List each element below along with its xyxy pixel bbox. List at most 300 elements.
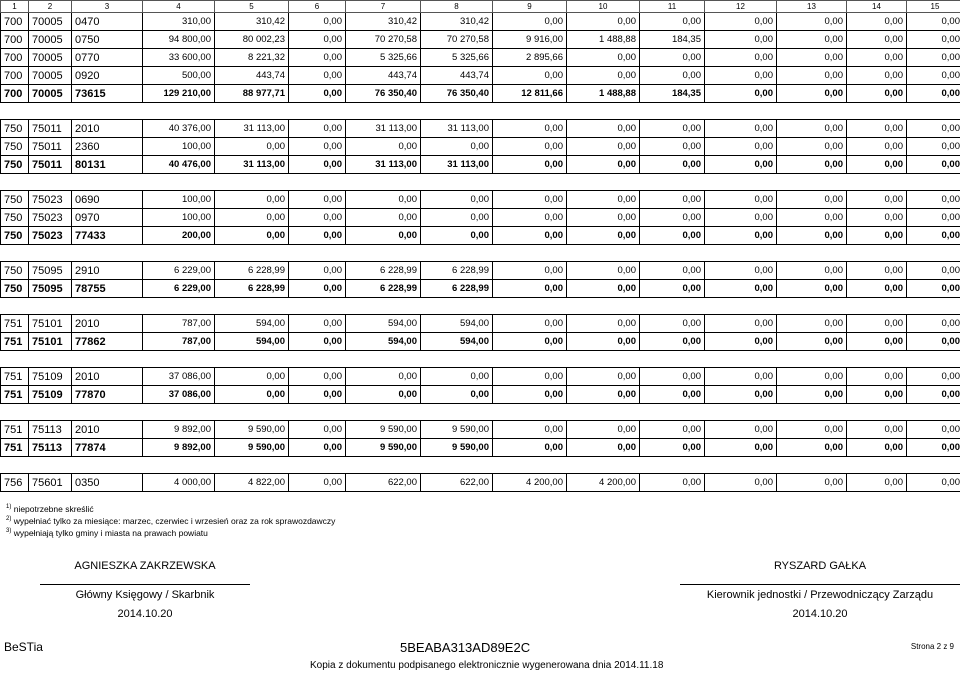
- signer-name: AGNIESZKA ZAKRZEWSKA: [74, 560, 216, 572]
- table-cell: 0,00: [493, 227, 567, 245]
- table-cell: 75023: [29, 209, 72, 227]
- table-cell: 0,00: [640, 262, 705, 280]
- table-cell: 0470: [72, 13, 143, 31]
- table-cell: 0,00: [567, 421, 640, 439]
- table-cell: 0,00: [493, 421, 567, 439]
- signature-date: 2014.10.20: [117, 608, 173, 620]
- table-cell: 100,00: [143, 191, 215, 209]
- table-cell: 0,00: [289, 13, 346, 31]
- table-cell: 0,00: [847, 439, 907, 457]
- table-cell: 6 228,99: [346, 280, 421, 298]
- column-number-cell: 13: [777, 1, 847, 13]
- group-separator-row: [1, 404, 960, 421]
- table-cell: 0,00: [907, 85, 960, 103]
- table-cell: 4 822,00: [215, 474, 289, 492]
- table-cell: 0,00: [705, 368, 777, 386]
- table-cell: 0,00: [907, 67, 960, 85]
- table-cell: 0,00: [567, 333, 640, 351]
- table-cell: 0,00: [289, 49, 346, 67]
- table-cell: 0,00: [567, 191, 640, 209]
- table-cell: 750: [1, 138, 29, 156]
- table-cell: 0,00: [777, 209, 847, 227]
- signature-date: 2014.10.20: [792, 608, 848, 620]
- table-cell: 0,00: [215, 191, 289, 209]
- table-cell: 0,00: [907, 421, 960, 439]
- table-cell: 0,00: [705, 67, 777, 85]
- table-cell: 0,00: [847, 138, 907, 156]
- table-cell: 622,00: [421, 474, 493, 492]
- table-cell: 0,00: [567, 439, 640, 457]
- table-cell: 75095: [29, 280, 72, 298]
- table-cell: 31 113,00: [421, 120, 493, 138]
- table-cell: 6 228,99: [421, 280, 493, 298]
- table-cell: 0,00: [640, 49, 705, 67]
- table-cell: 129 210,00: [143, 85, 215, 103]
- table-cell: 700: [1, 13, 29, 31]
- table-cell: 12 811,66: [493, 85, 567, 103]
- table-cell: 184,35: [640, 85, 705, 103]
- column-number-cell: 10: [567, 1, 640, 13]
- table-cell: 0,00: [567, 49, 640, 67]
- table-cell: 310,42: [346, 13, 421, 31]
- table-cell: 2010: [72, 120, 143, 138]
- table-cell: 0,00: [907, 315, 960, 333]
- table-cell: 0,00: [421, 209, 493, 227]
- table-cell: 443,74: [215, 67, 289, 85]
- table-cell: 0,00: [567, 209, 640, 227]
- table-cell: 70005: [29, 49, 72, 67]
- table-cell: 750: [1, 120, 29, 138]
- table-cell: 750: [1, 227, 29, 245]
- table-cell: 4 000,00: [143, 474, 215, 492]
- table-cell: 75011: [29, 156, 72, 174]
- table-cell: 78755: [72, 280, 143, 298]
- table-cell: 9 590,00: [215, 421, 289, 439]
- table-row: [1, 209, 960, 227]
- table-cell: 0,00: [567, 386, 640, 404]
- table-cell: 0,00: [777, 333, 847, 351]
- table-cell: 75109: [29, 386, 72, 404]
- table-cell: 40 376,00: [143, 120, 215, 138]
- table-cell: 0,00: [289, 67, 346, 85]
- table-cell: 37 086,00: [143, 386, 215, 404]
- table-cell: 0,00: [705, 13, 777, 31]
- column-number-cell: 9: [493, 1, 567, 13]
- table-cell: 0,00: [847, 333, 907, 351]
- table-row: [1, 120, 960, 138]
- table-cell: 0,00: [847, 85, 907, 103]
- table-cell: 751: [1, 386, 29, 404]
- table-cell: 9 892,00: [143, 439, 215, 457]
- table-cell: 0,00: [847, 156, 907, 174]
- table-cell: 0,00: [777, 31, 847, 49]
- table-cell: 0,00: [907, 49, 960, 67]
- table-cell: 9 590,00: [215, 439, 289, 457]
- footnote-number: 1): [6, 504, 12, 510]
- table-cell: 0,00: [907, 156, 960, 174]
- table-cell: 75023: [29, 227, 72, 245]
- table-cell: 0,00: [215, 138, 289, 156]
- table-row: [1, 474, 960, 492]
- table-cell: 700: [1, 49, 29, 67]
- table-cell: 0,00: [777, 386, 847, 404]
- table-cell: 0,00: [640, 333, 705, 351]
- table-cell: 0,00: [705, 85, 777, 103]
- table-cell: 75109: [29, 368, 72, 386]
- table-cell: 76 350,40: [421, 85, 493, 103]
- table-cell: 0,00: [493, 386, 567, 404]
- table-cell: 94 800,00: [143, 31, 215, 49]
- table-cell: 77874: [72, 439, 143, 457]
- table-cell: 0,00: [215, 209, 289, 227]
- table-cell: 4 200,00: [567, 474, 640, 492]
- table-cell: 0,00: [705, 120, 777, 138]
- table-cell: 0,00: [567, 138, 640, 156]
- table-cell: 0350: [72, 474, 143, 492]
- table-cell: 6 228,99: [421, 262, 493, 280]
- table-cell: 0,00: [567, 227, 640, 245]
- table-cell: 9 590,00: [421, 421, 493, 439]
- table-cell: 787,00: [143, 315, 215, 333]
- signer-role: Kierownik jednostki / Przewodniczący Zarządu: [706, 589, 934, 601]
- table-cell: 6 228,99: [215, 262, 289, 280]
- table-cell: 0,00: [289, 333, 346, 351]
- table-cell: 0,00: [493, 262, 567, 280]
- table-cell: 0,00: [907, 474, 960, 492]
- table-cell: 6 228,99: [215, 280, 289, 298]
- footnote-text: wypełniają tylko gminy i miasta na prawach powiatu: [13, 527, 208, 538]
- column-number-cell: 5: [215, 1, 289, 13]
- document-id: 5BEABA313AD89E2C: [400, 640, 531, 655]
- table-cell: 0,00: [777, 67, 847, 85]
- table-cell: 0770: [72, 49, 143, 67]
- table-cell: 0750: [72, 31, 143, 49]
- software-name: BeSTia: [4, 640, 43, 654]
- table-cell: 0,00: [907, 280, 960, 298]
- table-row: [1, 421, 960, 439]
- table-cell: 1 488,88: [567, 31, 640, 49]
- table-cell: 310,00: [143, 13, 215, 31]
- table-cell: 0970: [72, 209, 143, 227]
- table-cell: 0,00: [346, 368, 421, 386]
- table-cell: 2010: [72, 368, 143, 386]
- table-cell: 33 600,00: [143, 49, 215, 67]
- table-cell: 594,00: [215, 333, 289, 351]
- table-cell: 2910: [72, 262, 143, 280]
- table-cell: 0,00: [777, 120, 847, 138]
- table-cell: 0,00: [777, 439, 847, 457]
- table-cell: 0,00: [640, 474, 705, 492]
- footnote-number: 2): [6, 515, 12, 522]
- table-cell: 0,00: [705, 138, 777, 156]
- table-cell: 0,00: [493, 138, 567, 156]
- table-cell: 31 113,00: [215, 156, 289, 174]
- table-cell: 0,00: [705, 262, 777, 280]
- table-cell: 0,00: [907, 439, 960, 457]
- table-cell: 0,00: [567, 13, 640, 31]
- table-cell: 500,00: [143, 67, 215, 85]
- table-cell: 594,00: [346, 315, 421, 333]
- table-cell: 0,00: [567, 280, 640, 298]
- page-number: Strona 2 z 9: [910, 642, 954, 651]
- table-cell: 700: [1, 85, 29, 103]
- table-cell: 80131: [72, 156, 143, 174]
- table-cell: 75011: [29, 120, 72, 138]
- table-cell: 0,00: [289, 421, 346, 439]
- table-cell: 0,00: [493, 315, 567, 333]
- table-total-row: [1, 386, 960, 404]
- footnote: [6, 526, 335, 538]
- table-cell: 0,00: [705, 209, 777, 227]
- table-row: [1, 31, 960, 49]
- table-cell: 0,00: [777, 315, 847, 333]
- column-number-cell: 4: [143, 1, 215, 13]
- table-cell: 0,00: [289, 368, 346, 386]
- table-cell: 0,00: [640, 120, 705, 138]
- table-cell: 751: [1, 368, 29, 386]
- table-cell: 0,00: [493, 368, 567, 386]
- table-cell: 70005: [29, 31, 72, 49]
- table-cell: 0,00: [289, 85, 346, 103]
- table-cell: 8 221,32: [215, 49, 289, 67]
- signer-role: Główny Księgowy / Skarbnik: [75, 589, 215, 601]
- table-cell: 75113: [29, 421, 72, 439]
- table-cell: 0,00: [640, 156, 705, 174]
- table-cell: 0,00: [847, 209, 907, 227]
- table-cell: 75113: [29, 439, 72, 457]
- report-table-body: [1, 1, 960, 492]
- table-cell: 0,00: [346, 386, 421, 404]
- table-cell: 787,00: [143, 333, 215, 351]
- table-cell: 0,00: [421, 386, 493, 404]
- table-row: [1, 13, 960, 31]
- table-cell: 0,00: [346, 227, 421, 245]
- table-cell: 0,00: [640, 280, 705, 298]
- table-cell: 0,00: [567, 368, 640, 386]
- table-cell: 2 895,66: [493, 49, 567, 67]
- table-cell: 0,00: [567, 262, 640, 280]
- footnotes: [6, 502, 335, 537]
- table-row: [1, 262, 960, 280]
- table-cell: 751: [1, 315, 29, 333]
- signature-line: [680, 584, 960, 585]
- table-cell: 200,00: [143, 227, 215, 245]
- table-cell: 0,00: [777, 474, 847, 492]
- table-cell: 0,00: [777, 13, 847, 31]
- table-cell: 0,00: [640, 227, 705, 245]
- table-cell: 0,00: [567, 120, 640, 138]
- table-cell: 0,00: [847, 49, 907, 67]
- table-cell: 0,00: [847, 31, 907, 49]
- group-separator-cell: [1, 351, 960, 368]
- table-row: [1, 138, 960, 156]
- table-cell: 5 325,66: [346, 49, 421, 67]
- table-cell: 0,00: [705, 49, 777, 67]
- table-cell: 0,00: [847, 386, 907, 404]
- table-cell: 2360: [72, 138, 143, 156]
- table-cell: 0,00: [493, 333, 567, 351]
- group-separator-cell: [1, 298, 960, 315]
- table-cell: 0,00: [705, 156, 777, 174]
- table-cell: 0,00: [421, 138, 493, 156]
- table-cell: 0690: [72, 191, 143, 209]
- table-cell: 0,00: [705, 191, 777, 209]
- table-cell: 2010: [72, 315, 143, 333]
- group-separator-row: [1, 174, 960, 191]
- signature-right: [680, 560, 960, 620]
- column-number-cell: 1: [1, 1, 29, 13]
- table-cell: 70 270,58: [346, 31, 421, 49]
- table-cell: 443,74: [421, 67, 493, 85]
- table-cell: 0,00: [907, 120, 960, 138]
- group-separator-row: [1, 351, 960, 368]
- table-cell: 0,00: [640, 439, 705, 457]
- table-cell: 0,00: [289, 262, 346, 280]
- table-cell: 0,00: [847, 315, 907, 333]
- table-cell: 622,00: [346, 474, 421, 492]
- table-cell: 75023: [29, 191, 72, 209]
- table-row: [1, 49, 960, 67]
- table-cell: 4 200,00: [493, 474, 567, 492]
- table-cell: 0920: [72, 67, 143, 85]
- table-cell: 80 002,23: [215, 31, 289, 49]
- table-cell: 750: [1, 280, 29, 298]
- table-cell: 0,00: [421, 191, 493, 209]
- table-cell: 0,00: [640, 209, 705, 227]
- table-cell: 0,00: [777, 49, 847, 67]
- footnote: [6, 514, 335, 526]
- table-cell: 0,00: [907, 138, 960, 156]
- table-cell: 0,00: [289, 474, 346, 492]
- table-cell: 0,00: [567, 67, 640, 85]
- footnote-text: wypełniać tylko za miesiące: marzec, czerwiec i wrzesień oraz za rok sprawozdawczy: [13, 515, 336, 526]
- table-cell: 77862: [72, 333, 143, 351]
- table-cell: 0,00: [705, 315, 777, 333]
- table-cell: 0,00: [907, 333, 960, 351]
- table-cell: 0,00: [289, 191, 346, 209]
- column-number-cell: 6: [289, 1, 346, 13]
- table-cell: 0,00: [907, 386, 960, 404]
- table-cell: 0,00: [640, 386, 705, 404]
- table-cell: 1 488,88: [567, 85, 640, 103]
- table-cell: 0,00: [847, 227, 907, 245]
- table-cell: 0,00: [705, 421, 777, 439]
- table-cell: 0,00: [493, 439, 567, 457]
- table-cell: 750: [1, 191, 29, 209]
- table-cell: 0,00: [907, 209, 960, 227]
- group-separator-row: [1, 457, 960, 474]
- group-separator-cell: [1, 245, 960, 262]
- column-number-cell: 8: [421, 1, 493, 13]
- table-cell: 76 350,40: [346, 85, 421, 103]
- table-cell: 594,00: [346, 333, 421, 351]
- table-cell: 0,00: [346, 138, 421, 156]
- group-separator-cell: [1, 457, 960, 474]
- table-cell: 0,00: [289, 386, 346, 404]
- table-cell: 0,00: [847, 120, 907, 138]
- table-row: [1, 315, 960, 333]
- table-cell: 31 113,00: [346, 120, 421, 138]
- table-total-row: [1, 280, 960, 298]
- table-cell: 0,00: [705, 280, 777, 298]
- table-row: [1, 191, 960, 209]
- signature-left: [40, 560, 250, 620]
- group-separator-cell: [1, 174, 960, 191]
- table-cell: 70005: [29, 85, 72, 103]
- table-cell: 0,00: [289, 209, 346, 227]
- table-total-row: [1, 439, 960, 457]
- table-cell: 0,00: [907, 31, 960, 49]
- table-cell: 0,00: [847, 421, 907, 439]
- table-cell: 9 892,00: [143, 421, 215, 439]
- group-separator-cell: [1, 404, 960, 421]
- table-cell: 0,00: [289, 138, 346, 156]
- table-cell: 0,00: [777, 280, 847, 298]
- table-cell: 9 590,00: [346, 421, 421, 439]
- table-total-row: [1, 227, 960, 245]
- table-cell: 750: [1, 262, 29, 280]
- group-separator-row: [1, 245, 960, 262]
- table-cell: 0,00: [847, 474, 907, 492]
- table-cell: 0,00: [777, 191, 847, 209]
- table-total-row: [1, 85, 960, 103]
- table-cell: 0,00: [493, 280, 567, 298]
- table-cell: 0,00: [640, 138, 705, 156]
- table-cell: 0,00: [289, 120, 346, 138]
- table-cell: 750: [1, 209, 29, 227]
- table-cell: 9 916,00: [493, 31, 567, 49]
- table-cell: 0,00: [640, 191, 705, 209]
- table-cell: 751: [1, 439, 29, 457]
- table-cell: 0,00: [640, 67, 705, 85]
- table-cell: 751: [1, 421, 29, 439]
- table-cell: 0,00: [777, 421, 847, 439]
- footnote: [6, 502, 335, 514]
- table-cell: 310,42: [215, 13, 289, 31]
- table-cell: 31 113,00: [346, 156, 421, 174]
- group-separator-cell: [1, 103, 960, 120]
- table-cell: 0,00: [777, 262, 847, 280]
- table-cell: 0,00: [640, 421, 705, 439]
- table-cell: 31 113,00: [421, 156, 493, 174]
- table-cell: 756: [1, 474, 29, 492]
- table-cell: 750: [1, 156, 29, 174]
- table-cell: 70005: [29, 67, 72, 85]
- table-cell: 0,00: [289, 439, 346, 457]
- table-cell: 6 229,00: [143, 280, 215, 298]
- table-cell: 0,00: [847, 191, 907, 209]
- table-cell: 2010: [72, 421, 143, 439]
- table-cell: 0,00: [705, 474, 777, 492]
- table-cell: 594,00: [421, 333, 493, 351]
- column-number-cell: 14: [847, 1, 907, 13]
- table-cell: 0,00: [289, 280, 346, 298]
- table-cell: 70005: [29, 13, 72, 31]
- table-cell: 6 229,00: [143, 262, 215, 280]
- table-cell: 700: [1, 31, 29, 49]
- table-cell: 77433: [72, 227, 143, 245]
- table-cell: 9 590,00: [421, 439, 493, 457]
- table-cell: 0,00: [777, 85, 847, 103]
- table-cell: 0,00: [640, 13, 705, 31]
- table-cell: 0,00: [289, 156, 346, 174]
- table-cell: 75011: [29, 138, 72, 156]
- footnote-text: niepotrzebne skreślić: [13, 503, 94, 514]
- table-cell: 0,00: [493, 13, 567, 31]
- table-cell: 0,00: [493, 209, 567, 227]
- table-cell: 75095: [29, 262, 72, 280]
- table-cell: 443,74: [346, 67, 421, 85]
